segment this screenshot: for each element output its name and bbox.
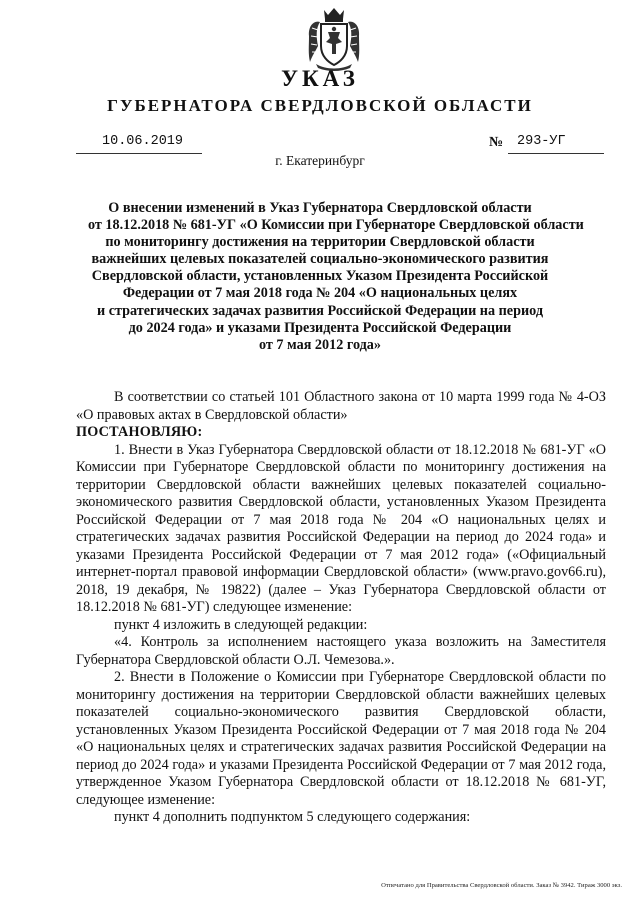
print-footnote: Отпечатано для Правительства Свердловской области. Заказ № 3942. Тираж 3000 экз. [381, 882, 622, 889]
issuer-title: ГУБЕРНАТОРА СВЕРДЛОВСКОЙ ОБЛАСТИ [107, 96, 533, 115]
title-line: важнейших целевых показателей социально-экономического развития [91, 251, 549, 268]
document-number: 293-УГ [517, 134, 566, 149]
paragraph-1-instruction: пункт 4 изложить в следующей редакции: [114, 616, 368, 633]
decree-word: ПОСТАНОВЛЯЮ: [76, 424, 203, 440]
paragraph-2-instruction: пункт 4 дополнить подпунктом 5 следующего содержания: [114, 809, 471, 825]
title-line: от 18.12.2018 № 681-УГ «О Комиссии при Губернаторе Свердловской области [88, 217, 584, 234]
document-title [88, 200, 584, 354]
document-type-title: УКАЗ [281, 66, 359, 91]
title-line: Федерации от 7 мая 2018 года № 204 «О национальных целях [122, 285, 518, 302]
title-line: по мониторингу достижения на территории Свердловской области [105, 234, 535, 251]
number-label: № [489, 135, 504, 150]
document-body [76, 389, 606, 827]
paragraph-1-quote: «4. Контроль за исполнением настоящего указа возложить на Заместителя Губернатора Свердловской области О.Л. Чемезова.». [76, 634, 606, 668]
preamble-paragraph: В соответствии со статьей 101 Областного закона от 10 марта 1999 года № 4-ОЗ «О правовых актах в Свердловской области» [76, 389, 606, 423]
paragraph-1: 1. Внести в Указ Губернатора Свердловской области от 18.12.2018 № 681-УГ «О Комиссии при Губернаторе Свердловской области по мониторингу достижения на территории Свердловской области важнейших целевых показателей социально-экономического развития Свердловской области, установленных Указом Президента Российской Федерации от 7 мая 2018 года № 204 «О национальных целях и стратегических задачах развития Российской Федерации на период до 2024 года» и указами Президента Российской Федерации от 7 мая 2012 года» («Официальный интернет-портал правовой информации Свердловской области» (www.pravo.gov66.ru), 2018, 19 декабря, № 19822) (далее – Указ Губернатора Свердловской области от 18.12.2018 № 681-УГ) следующее изменение: [76, 441, 606, 615]
coat-of-arms-icon [306, 6, 362, 72]
title-line: и стратегических задачах развития Российской Федерации на период [96, 302, 544, 319]
title-line: до 2024 года» и указами Президента Российской Федерации [128, 319, 512, 336]
title-line: О внесении изменений в Указ Губернатора Свердловской области [108, 200, 532, 216]
title-line: от 7 мая 2012 года» [258, 336, 381, 353]
paragraph-2: 2. Внести в Положение о Комиссии при Губернаторе Свердловской области по мониторингу достижения на территории Свердловской области важнейших целевых показателей социально-экономического развития Свердловской области, установленных Указом Президента Российской Федерации от 7 мая 2018 года № 204 «О национальных целях и стратегических задачах развития Российской Федерации на период до 2024 года» и указами Президента Российской Федерации от 7 мая 2012 года, утвержденное Указом Губернатора Свердловской области от 18.12.2018 № 681-УГ, следующее изменение: [76, 669, 606, 808]
title-line: Свердловской области, установленных Указом Президента Российской [91, 268, 549, 285]
document-date: 10.06.2019 [102, 134, 184, 149]
city-name: г. Екатеринбург [275, 153, 365, 168]
